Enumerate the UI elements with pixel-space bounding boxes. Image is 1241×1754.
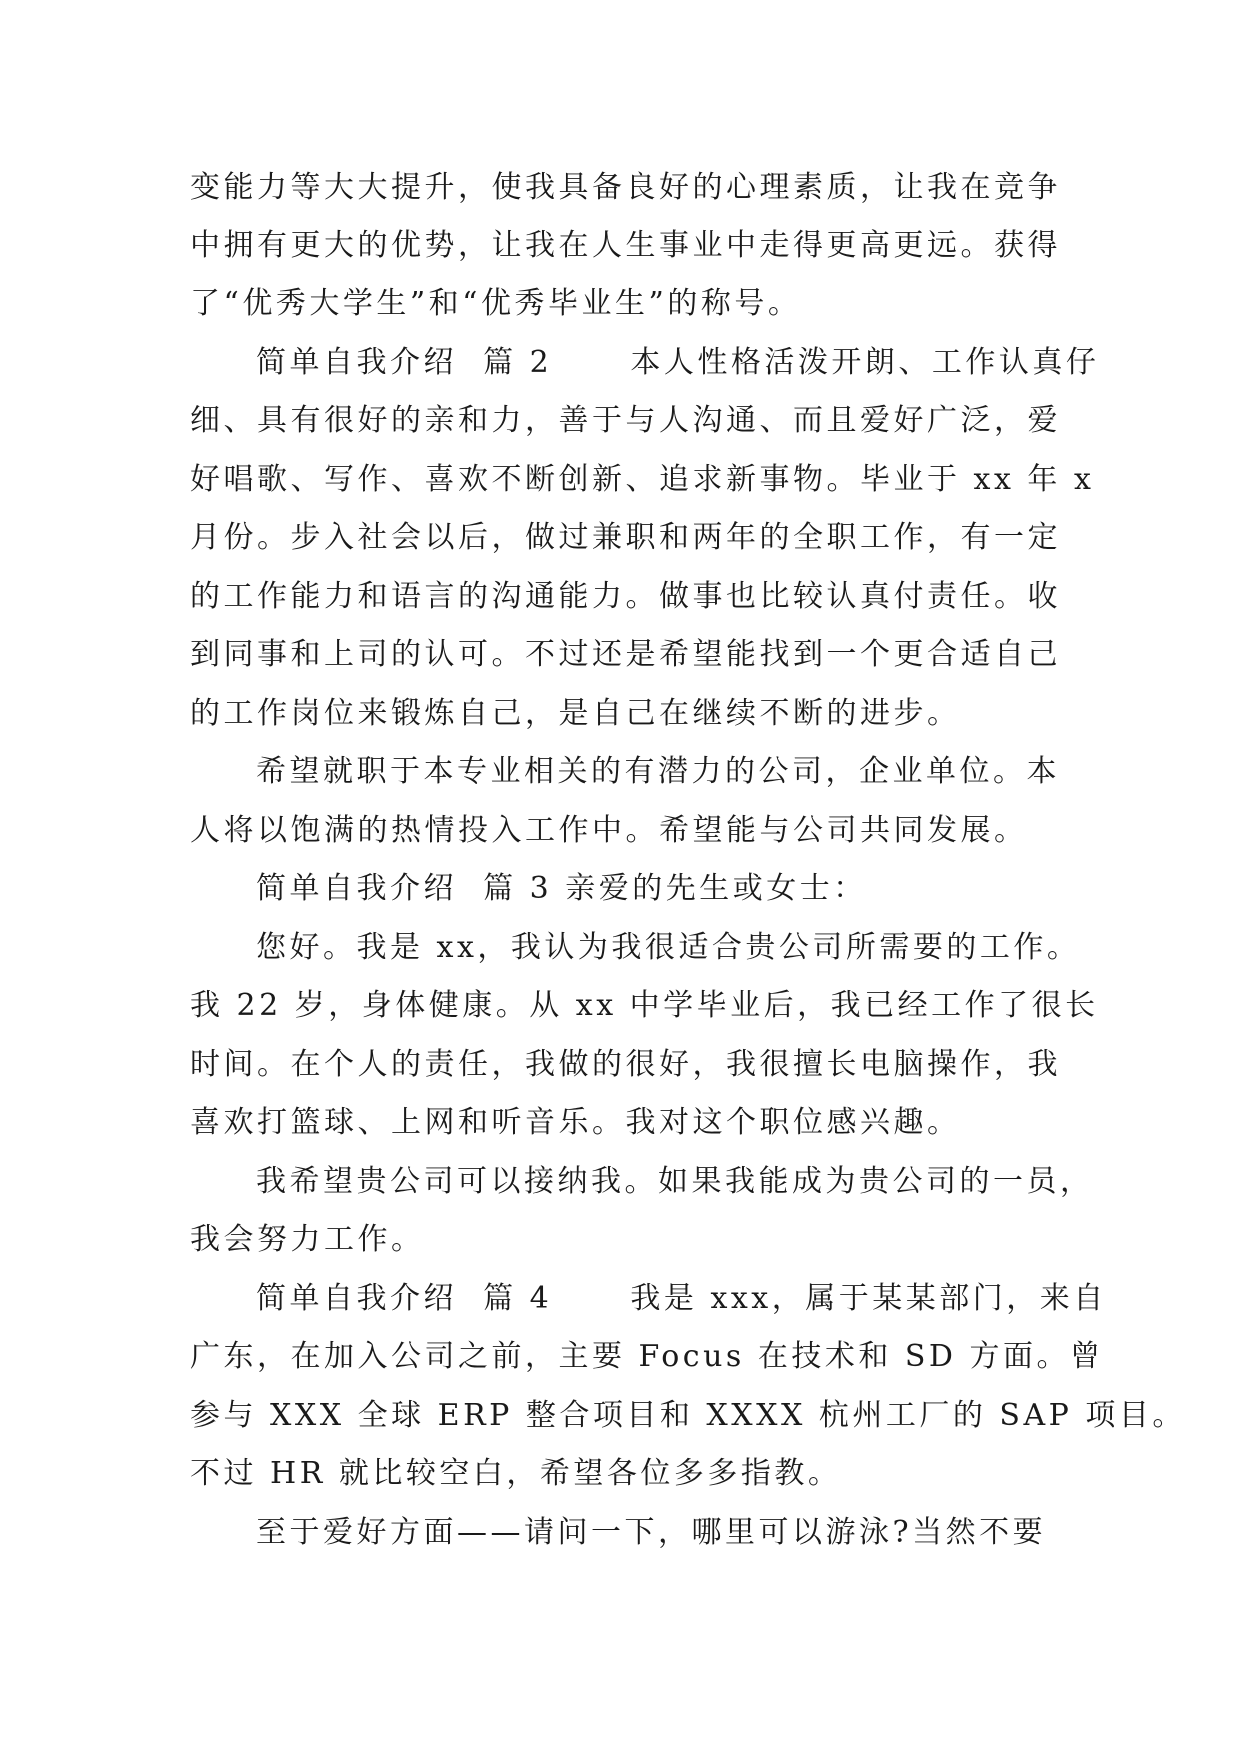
text-line: 人将以饱满的热情投入工作中。希望能与公司共同发展。 [190, 813, 1028, 848]
text-line: 到同事和上司的认可。不过还是希望能找到一个更合适自己 [190, 637, 1061, 672]
text-line: 参与 XXX 全球 ERP 整合项目和 XXXX 杭州工厂的 SAP 项目。 [190, 1398, 1186, 1433]
text-line: 您好。我是 xx，我认为我很适合贵公司所需要的工作。 [256, 930, 1081, 965]
text-line: 广东，在加入公司之前，主要 Focus 在技术和 SD 方面。曾 [190, 1339, 1104, 1374]
text-line: 我 22 岁，身体健康。从 xx 中学毕业后，我已经工作了很长 [190, 988, 1099, 1023]
text-line: 时间。在个人的责任，我做的很好，我很擅长电脑操作，我 [190, 1047, 1061, 1082]
text-line: 简单自我介绍 篇 3 亲爱的先生或女士： [256, 871, 867, 906]
text-line: 的工作岗位来锻炼自己，是自己在继续不断的进步。 [190, 696, 961, 731]
text-line: 至于爱好方面——请问一下，哪里可以游泳?当然不要 [256, 1515, 1047, 1550]
text-line: 我会努力工作。 [190, 1222, 425, 1257]
text-line: 中拥有更大的优势，让我在人生事业中走得更高更远。获得 [190, 228, 1061, 263]
text-line: 细、具有很好的亲和力，善于与人沟通、而且爱好广泛，爱 [190, 403, 1061, 438]
text-line: 我希望贵公司可以接纳我。如果我能成为贵公司的一员， [256, 1164, 1094, 1199]
text-line: 月份。步入社会以后，做过兼职和两年的全职工作，有一定 [190, 520, 1061, 555]
text-line: 简单自我介绍 篇 4 我是 xxx，属于某某部门，来自 [256, 1281, 1107, 1316]
text-line: 的工作能力和语言的沟通能力。做事也比较认真付责任。收 [190, 579, 1061, 614]
text-line: 变能力等大大提升，使我具备良好的心理素质，让我在竞争 [190, 170, 1061, 205]
text-line: 不过 HR 就比较空白，希望各位多多指教。 [190, 1456, 842, 1491]
text-line: 简单自我介绍 篇 2 本人性格活泼开朗、工作认真仔 [256, 345, 1100, 380]
text-line: 希望就职于本专业相关的有潜力的公司，企业单位。本 [256, 754, 1060, 789]
text-line: 好唱歌、写作、喜欢不断创新、追求新事物。毕业于 xx 年 x [190, 462, 1095, 497]
text-line: 了“优秀大学生”和“优秀毕业生”的称号。 [190, 286, 802, 321]
text-line: 喜欢打篮球、上网和听音乐。我对这个职位感兴趣。 [190, 1105, 961, 1140]
